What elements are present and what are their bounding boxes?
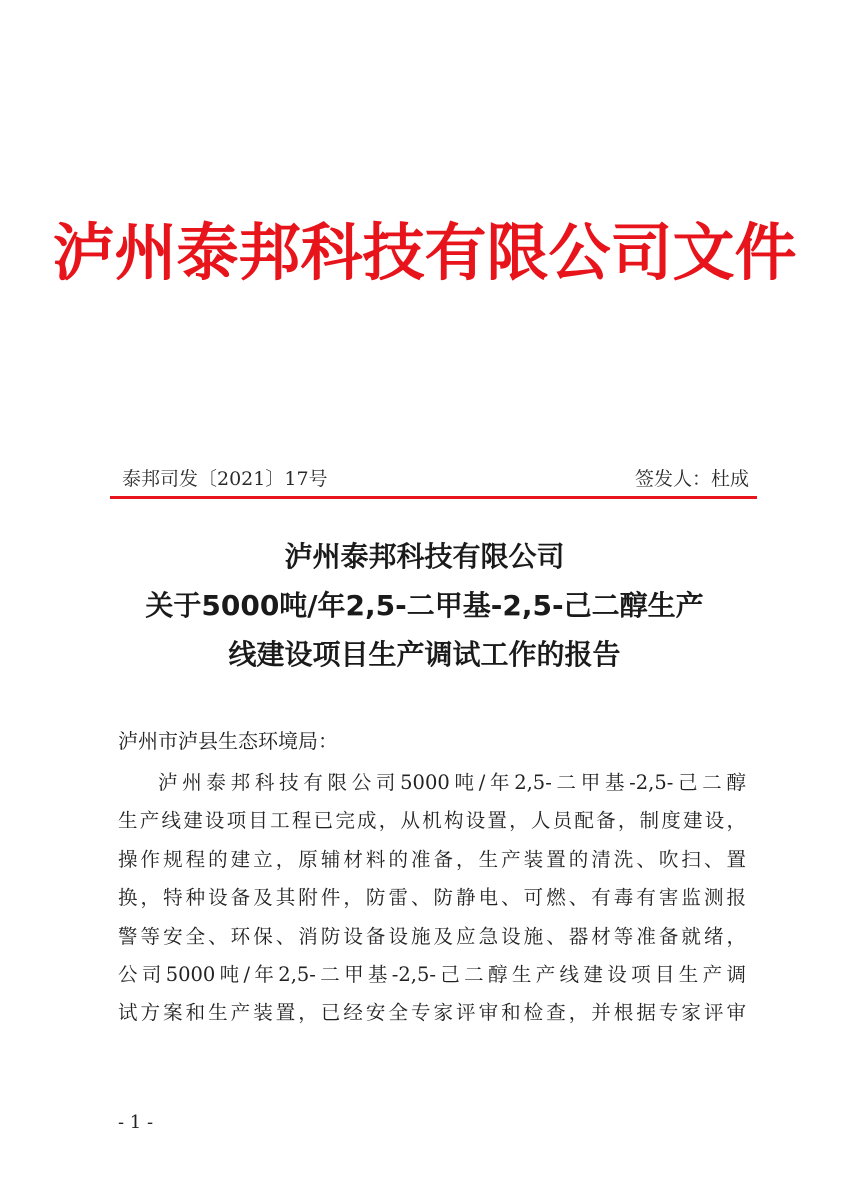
report-title-line: 关于5000吨/年2,5-二甲基-2,5-己二醇生产 [145, 589, 704, 622]
body-line: 警等安全、环保、消防设备设施及应急设施、器材等准备就绪， [118, 924, 746, 948]
page-number: - 1 - [118, 1112, 154, 1133]
body-line: 操作规程的建立，原辅材料的准备，生产装置的清洗、吹扫、置 [118, 847, 746, 871]
letterhead-title: 泸州泰邦科技有限公司文件 [52, 216, 797, 289]
body-paragraph [118, 764, 746, 1033]
body-line: 泸州泰邦科技有限公司5000吨/年2,5-二甲基-2,5-己二醇 [158, 771, 746, 794]
body-line: 换，特种设备及其附件，防雷、防静电、可燃、有毒有害监测报 [118, 886, 746, 910]
recipient: 泸州市泸县生态环境局： [118, 729, 338, 753]
report-title [90, 532, 759, 679]
document-number: 泰邦司发〔2021〕17号 [122, 468, 328, 490]
signer: 签发人：杜成 [634, 468, 749, 490]
body-line: 公司5000吨/年2,5-二甲基-2,5-己二醇生产线建设项目生产调 [118, 963, 746, 987]
document-meta-row [122, 463, 749, 495]
red-divider-line [110, 496, 757, 499]
report-title-line: 泸州泰邦科技有限公司 [284, 540, 565, 573]
report-title-line: 线建设项目生产调试工作的报告 [228, 638, 621, 671]
body-line: 生产线建设项目工程已完成，从机构设置，人员配备，制度建设， [118, 809, 746, 833]
body-line: 试方案和生产装置，已经安全专家评审和检查，并根据专家评审 [118, 1001, 746, 1025]
